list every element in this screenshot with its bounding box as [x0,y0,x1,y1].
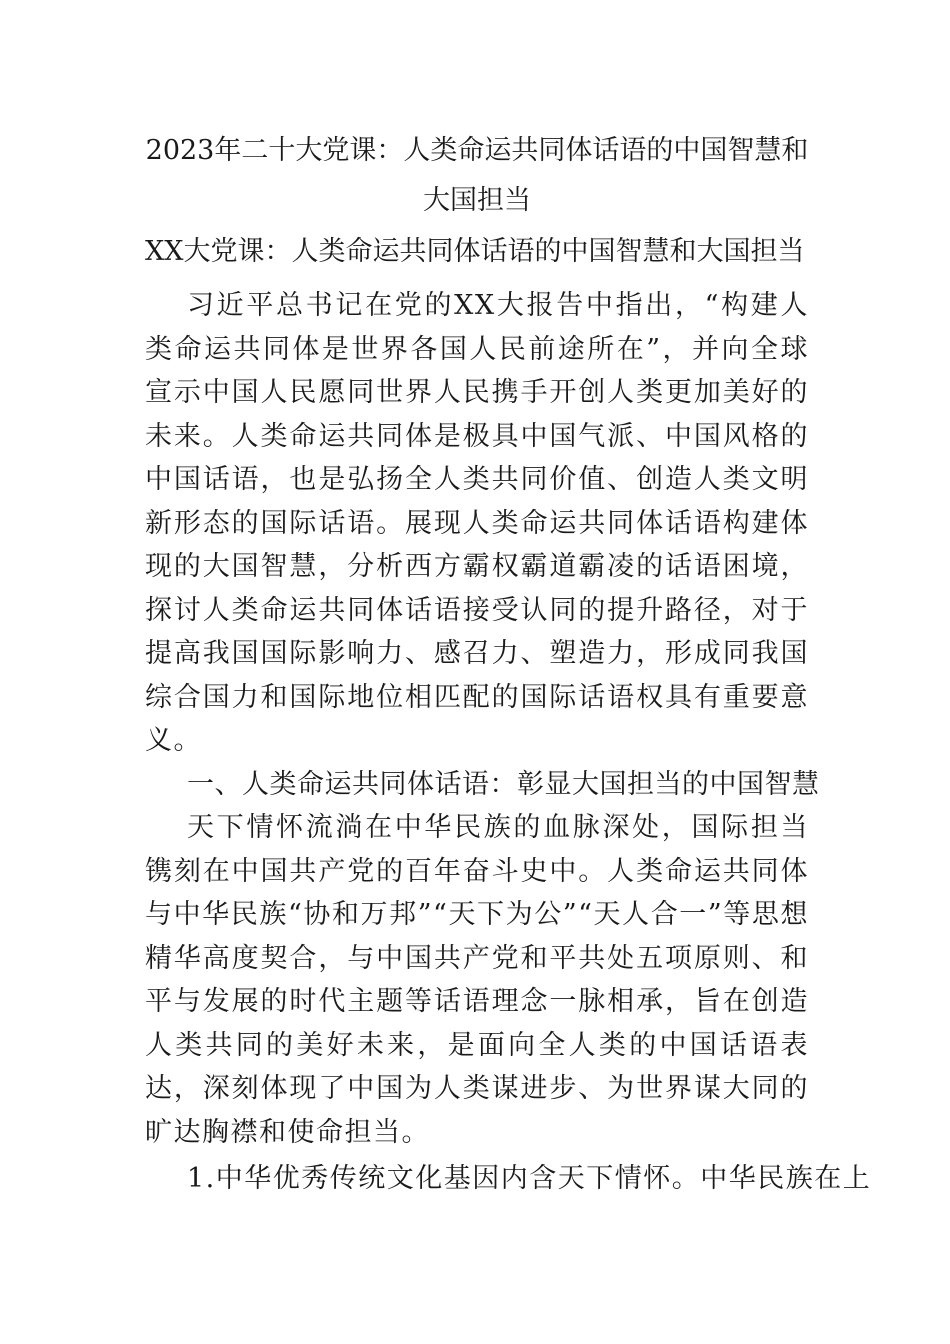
section-paragraph: 天下情怀流淌在中华民族的血脉深处，国际担当镌刻在中国共产党的百年奋斗史中。人类命运共同体与中华民族“协和万邦”“天下为公”“天人合一”等思想精华高度契合，与中国共产党和平共处五项原则、和平与发展的时代主题等话语理念一脉相承，旨在创造人类共同的美好未来，是面向全人类的中国话语表达，深刻体现了中国为人类谋进步、为世界谋大同的旷达胸襟和使命担当。 [145,812,809,1148]
document-body [145,284,872,1204]
section-heading: 一、人类命运共同体话语：彰显大国担当的中国智慧 [187,768,820,800]
document-subtitle: XX大党课：人类命运共同体话语的中国智慧和大国担当 [145,236,805,267]
subsection-heading: 1.中华优秀传统文化基因内含天下情怀。中华民族在上 [187,1163,872,1194]
intro-paragraph: 习近平总书记在党的XX大报告中指出，“构建人类命运共同体是世界各国人民前途所在”，并向全球宣示中国人民愿同世界人民携手开创人类更加美好的未来。人类命运共同体是极具中国气派、中国风格的中国话语，也是弘扬全人类共同价值、创造人类文明新形态的国际话语。展现人类命运共同体话语构建体现的大国智慧，分析西方霸权霸道霸凌的话语困境，探讨人类命运共同体话语接受认同的提升路径，对于提高我国国际影响力、感召力、塑造力，形成同我国综合国力和国际地位相匹配的国际话语权具有重要意义。 [145,290,809,756]
document-title: 2023年二十大党课：人类命运共同体话语的中国智慧和大国担当 [145,135,809,216]
